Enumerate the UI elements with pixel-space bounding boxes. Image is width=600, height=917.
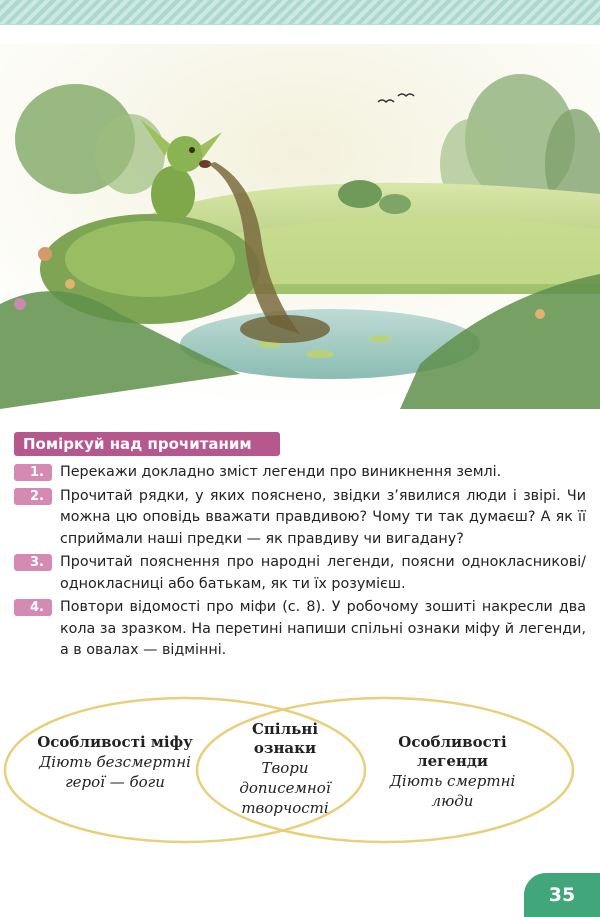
venn-right-heading-1: Особливості <box>398 733 507 751</box>
task-item <box>14 462 586 484</box>
decorative-top-band <box>0 0 600 25</box>
venn-left-myth <box>15 733 215 792</box>
task-number-badge: 1. <box>14 464 52 481</box>
task-number-badge: 2. <box>14 488 52 505</box>
task-number-badge: 4. <box>14 599 52 616</box>
venn-right-legend <box>365 733 540 811</box>
venn-left-line-2: герої — боги <box>65 773 165 791</box>
page-number: 35 <box>524 873 600 917</box>
venn-middle-common <box>210 720 360 818</box>
venn-diagram <box>0 690 600 850</box>
venn-right-line-1: Діють смертні <box>389 772 516 790</box>
task-text: Прочитай рядки, у яких пояснено, звідки з’явилися люди і звірі. Чи можна цю оповідь вважати правдивою? Чому ти так думаєш? А як її сприймали наші предки — як правдиву чи вигадану? <box>60 487 586 547</box>
venn-left-heading: Особливості міфу <box>37 733 193 751</box>
task-number-badge: 3. <box>14 554 52 571</box>
venn-right-line-2: люди <box>431 792 474 810</box>
illustration-goblin-landscape <box>0 44 600 409</box>
venn-middle-line-3: творчості <box>241 799 329 817</box>
task-text: Перекажи докладно зміст легенди про виникнення землі. <box>60 464 502 480</box>
venn-middle-line-1: Твори <box>261 759 309 777</box>
task-text: Повтори відомості про міфи (с. 8). У робочому зошиті накресли два кола за зразком. На перетині напиши спільні ознаки міфу й легенди, а в овалах — відмінні. <box>60 599 586 658</box>
task-item <box>14 552 586 595</box>
venn-left-line-1: Діють безсмертні <box>39 753 191 771</box>
venn-middle-heading-1: Спільні <box>251 720 319 738</box>
venn-right-heading-2: легенди <box>417 752 488 770</box>
task-item <box>14 597 586 662</box>
task-text: Прочитай пояснення про народні легенди, поясни однокласникові/однокласниці або батькам, як ти їх розумієш. <box>60 554 586 592</box>
section-title: Поміркуй над прочитаним <box>14 432 280 456</box>
venn-middle-line-2: дописемної <box>239 779 331 797</box>
venn-middle-heading-2: ознаки <box>253 739 317 757</box>
task-list <box>14 462 586 664</box>
task-item <box>14 486 586 551</box>
